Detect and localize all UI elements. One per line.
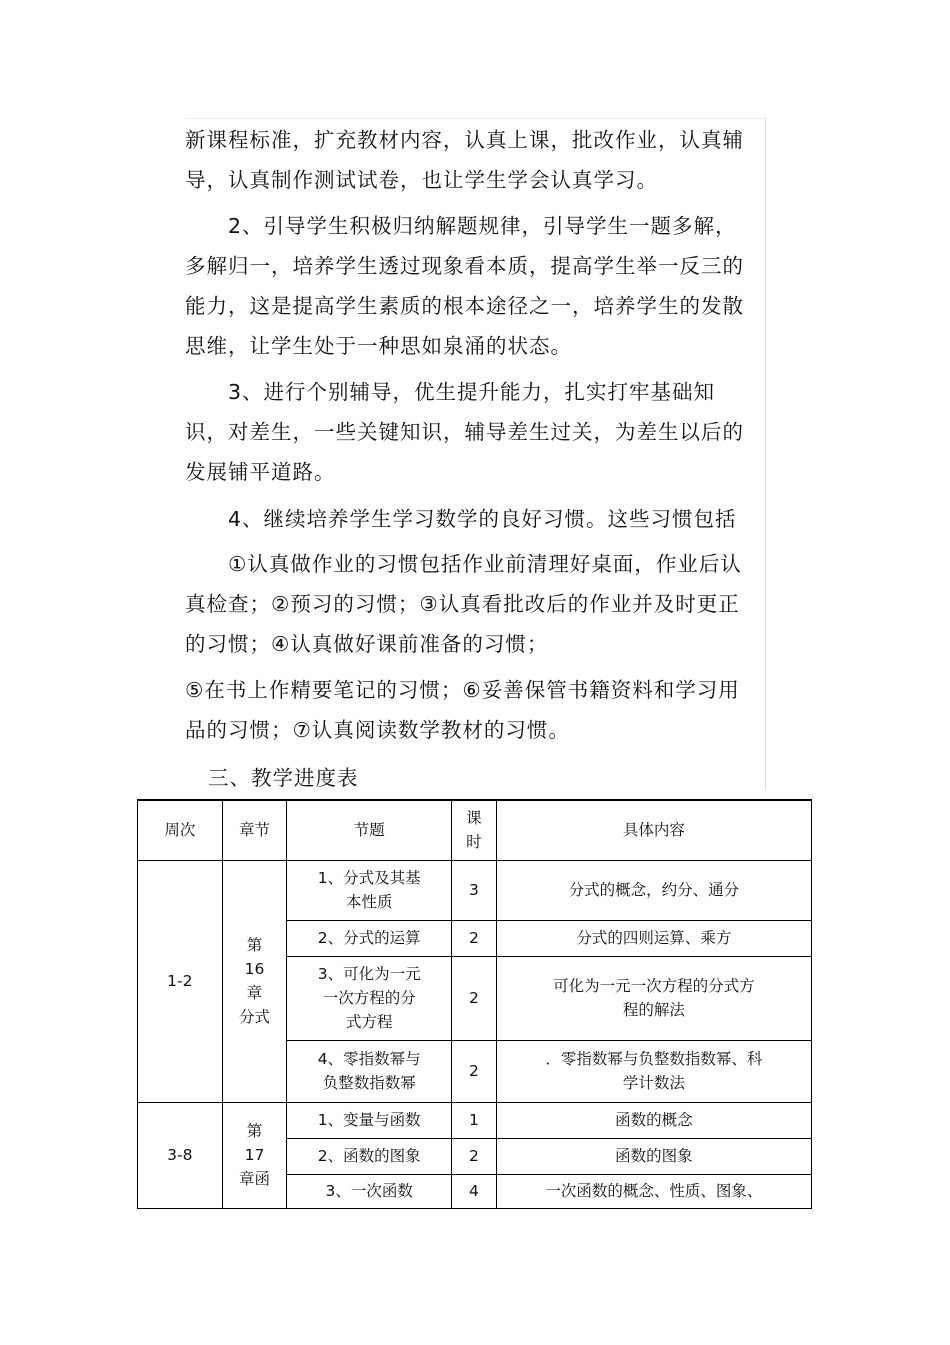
table-row	[138, 860, 812, 920]
paragraph-4: 4、继续培养学生学习数学的良好习惯。这些习惯包括	[185, 507, 737, 531]
content-cell: 一次函数的概念、性质、图象、	[496, 1174, 811, 1208]
content-cell: 分式的概念，约分、通分	[496, 860, 811, 920]
section-cell: 1、分式及其基 本性质	[287, 860, 452, 920]
section-cell: 3、可化为一元 一次方程的分 式方程	[287, 956, 452, 1040]
content-cell: 函数的图象	[496, 1138, 811, 1174]
section-cell: 1、变量与函数	[287, 1102, 452, 1138]
chapter-cell: 第 16 章 分式	[222, 860, 287, 1102]
week-cell: 3-8	[138, 1102, 223, 1208]
header-chapter: 章节	[222, 800, 287, 860]
week-cell: 1-2	[138, 860, 223, 1102]
header-content: 具体内容	[496, 800, 811, 860]
hours-cell: 2	[452, 920, 497, 956]
table-header-row	[138, 800, 812, 860]
content-cell: ．零指数幂与负整数指数幂、科 学计数法	[496, 1040, 811, 1102]
header-section: 节题	[287, 800, 452, 860]
section-cell: 3、一次函数	[287, 1174, 452, 1208]
hours-cell: 1	[452, 1102, 497, 1138]
hours-cell: 2	[452, 1138, 497, 1174]
hours-cell: 2	[452, 1040, 497, 1102]
table-row	[138, 1102, 812, 1138]
paragraph-2: 2、引导学生积极归纳解题规律，引导学生一题多解，多解归一，培养学生透过现象看本质，提高学生举一反三的能力，这是提高学生素质的根本途径之一，培养学生的发散思维，让学生处于一种思如泉涌的状态。	[185, 214, 744, 358]
header-hours: 课 时	[452, 800, 497, 860]
content-cell: 函数的概念	[496, 1102, 811, 1138]
hours-cell: 4	[452, 1174, 497, 1208]
paragraph-1: 新课程标准，扩充教材内容，认真上课，批改作业，认真辅导，认真制作测试试卷，也让学生学会认真学习。	[185, 128, 744, 192]
section-heading: 三、教学进度表	[208, 766, 359, 790]
content-cell: 分式的四则运算、乘方	[496, 920, 811, 956]
paragraph-3: 3、进行个别辅导，优生提升能力，扎实打牢基础知识，对差生，一些关键知识，辅导差生过关，为差生以后的发展铺平道路。	[185, 380, 744, 484]
paragraph-6: ⑤在书上作精要笔记的习惯；⑥妥善保管书籍资料和学习用品的习惯；⑦认真阅读数学教材的习惯。	[185, 678, 740, 742]
paragraph-5: ①认真做作业的习惯包括作业前清理好桌面，作业后认真检查；②预习的习惯；③认真看批改后的作业并及时更正的习惯；④认真做好课前准备的习惯；	[185, 552, 742, 656]
content-cell: 可化为一元一次方程的分式方 程的解法	[496, 956, 811, 1040]
schedule-table	[137, 799, 812, 1209]
section-cell: 2、函数的图象	[287, 1138, 452, 1174]
chapter-cell: 第 17 章函	[222, 1102, 287, 1208]
hours-cell: 3	[452, 860, 497, 920]
header-week: 周次	[138, 800, 223, 860]
table-body	[138, 860, 812, 1208]
section-cell: 2、分式的运算	[287, 920, 452, 956]
hours-cell: 2	[452, 956, 497, 1040]
section-cell: 4、零指数幂与 负整数指数幂	[287, 1040, 452, 1102]
